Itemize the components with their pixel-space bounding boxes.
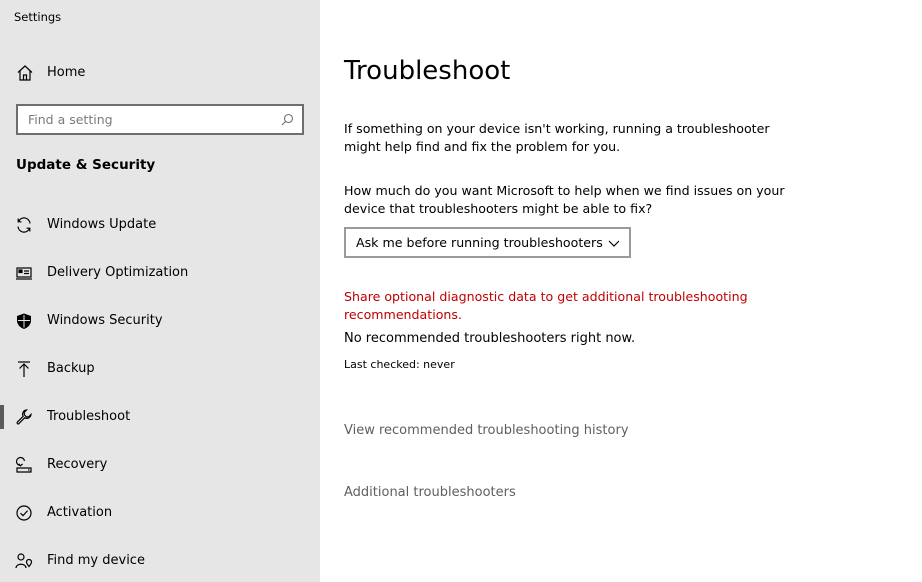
question-text: How much do you want Microsoft to help when we find issues on your device that troubleshooters might be able to fix? [344,183,785,216]
home-label: Home [47,65,86,80]
troubleshoot-preference-dropdown[interactable] [344,227,631,258]
additional-troubleshooters-link[interactable]: Additional troubleshooters [344,485,516,500]
backup-arrow-icon [15,360,33,378]
dropdown-selected-value: Ask me before running troubleshooters [356,235,603,250]
nav-label: Find my device [47,553,145,568]
diagnostic-data-link[interactable]: Share optional diagnostic data to get additional troubleshooting recommendations. [344,289,748,322]
search-icon[interactable] [281,113,294,126]
nav-label: Troubleshoot [47,409,131,424]
nav-item-delivery-optimization[interactable] [0,253,320,293]
nav-item-recovery[interactable] [0,445,320,485]
wrench-icon [15,408,33,426]
search-input[interactable] [18,106,278,133]
nav-item-windows-security[interactable] [0,301,320,341]
chevron-down-icon [608,238,620,248]
person-location-icon [15,552,33,570]
nav-item-troubleshoot[interactable] [0,397,320,437]
sync-icon [15,216,33,234]
page-title: Troubleshoot [344,56,511,86]
nav-label: Activation [47,505,113,520]
selection-indicator [0,405,4,429]
main-content [320,0,922,582]
nav-label: Windows Update [47,217,157,232]
section-title: Update & Security [16,157,156,173]
troubleshooting-history-link[interactable]: View recommended troubleshooting history [344,423,629,438]
delivery-optimization-icon [15,264,33,282]
recovery-icon [15,456,33,474]
intro-text: If something on your device isn't working, running a troubleshooter might help find and fix the problem for you. [344,121,770,154]
nav-label: Delivery Optimization [47,265,189,280]
nav-item-backup[interactable] [0,349,320,389]
nav-label: Backup [47,361,95,376]
home-nav-item[interactable] [0,58,320,88]
nav-label: Recovery [47,457,108,472]
status-text: No recommended troubleshooters right now. [344,331,636,346]
shield-icon [15,312,33,330]
nav-item-windows-update[interactable] [0,205,320,245]
app-title: Settings [14,10,62,24]
last-checked-text: Last checked: never [344,358,455,371]
search-box[interactable] [16,104,304,135]
check-circle-icon [15,504,33,522]
sidebar [0,0,320,582]
nav-label: Windows Security [47,313,163,328]
nav-item-activation[interactable] [0,493,320,533]
home-icon [16,64,34,82]
nav-item-find-my-device[interactable] [0,541,320,581]
